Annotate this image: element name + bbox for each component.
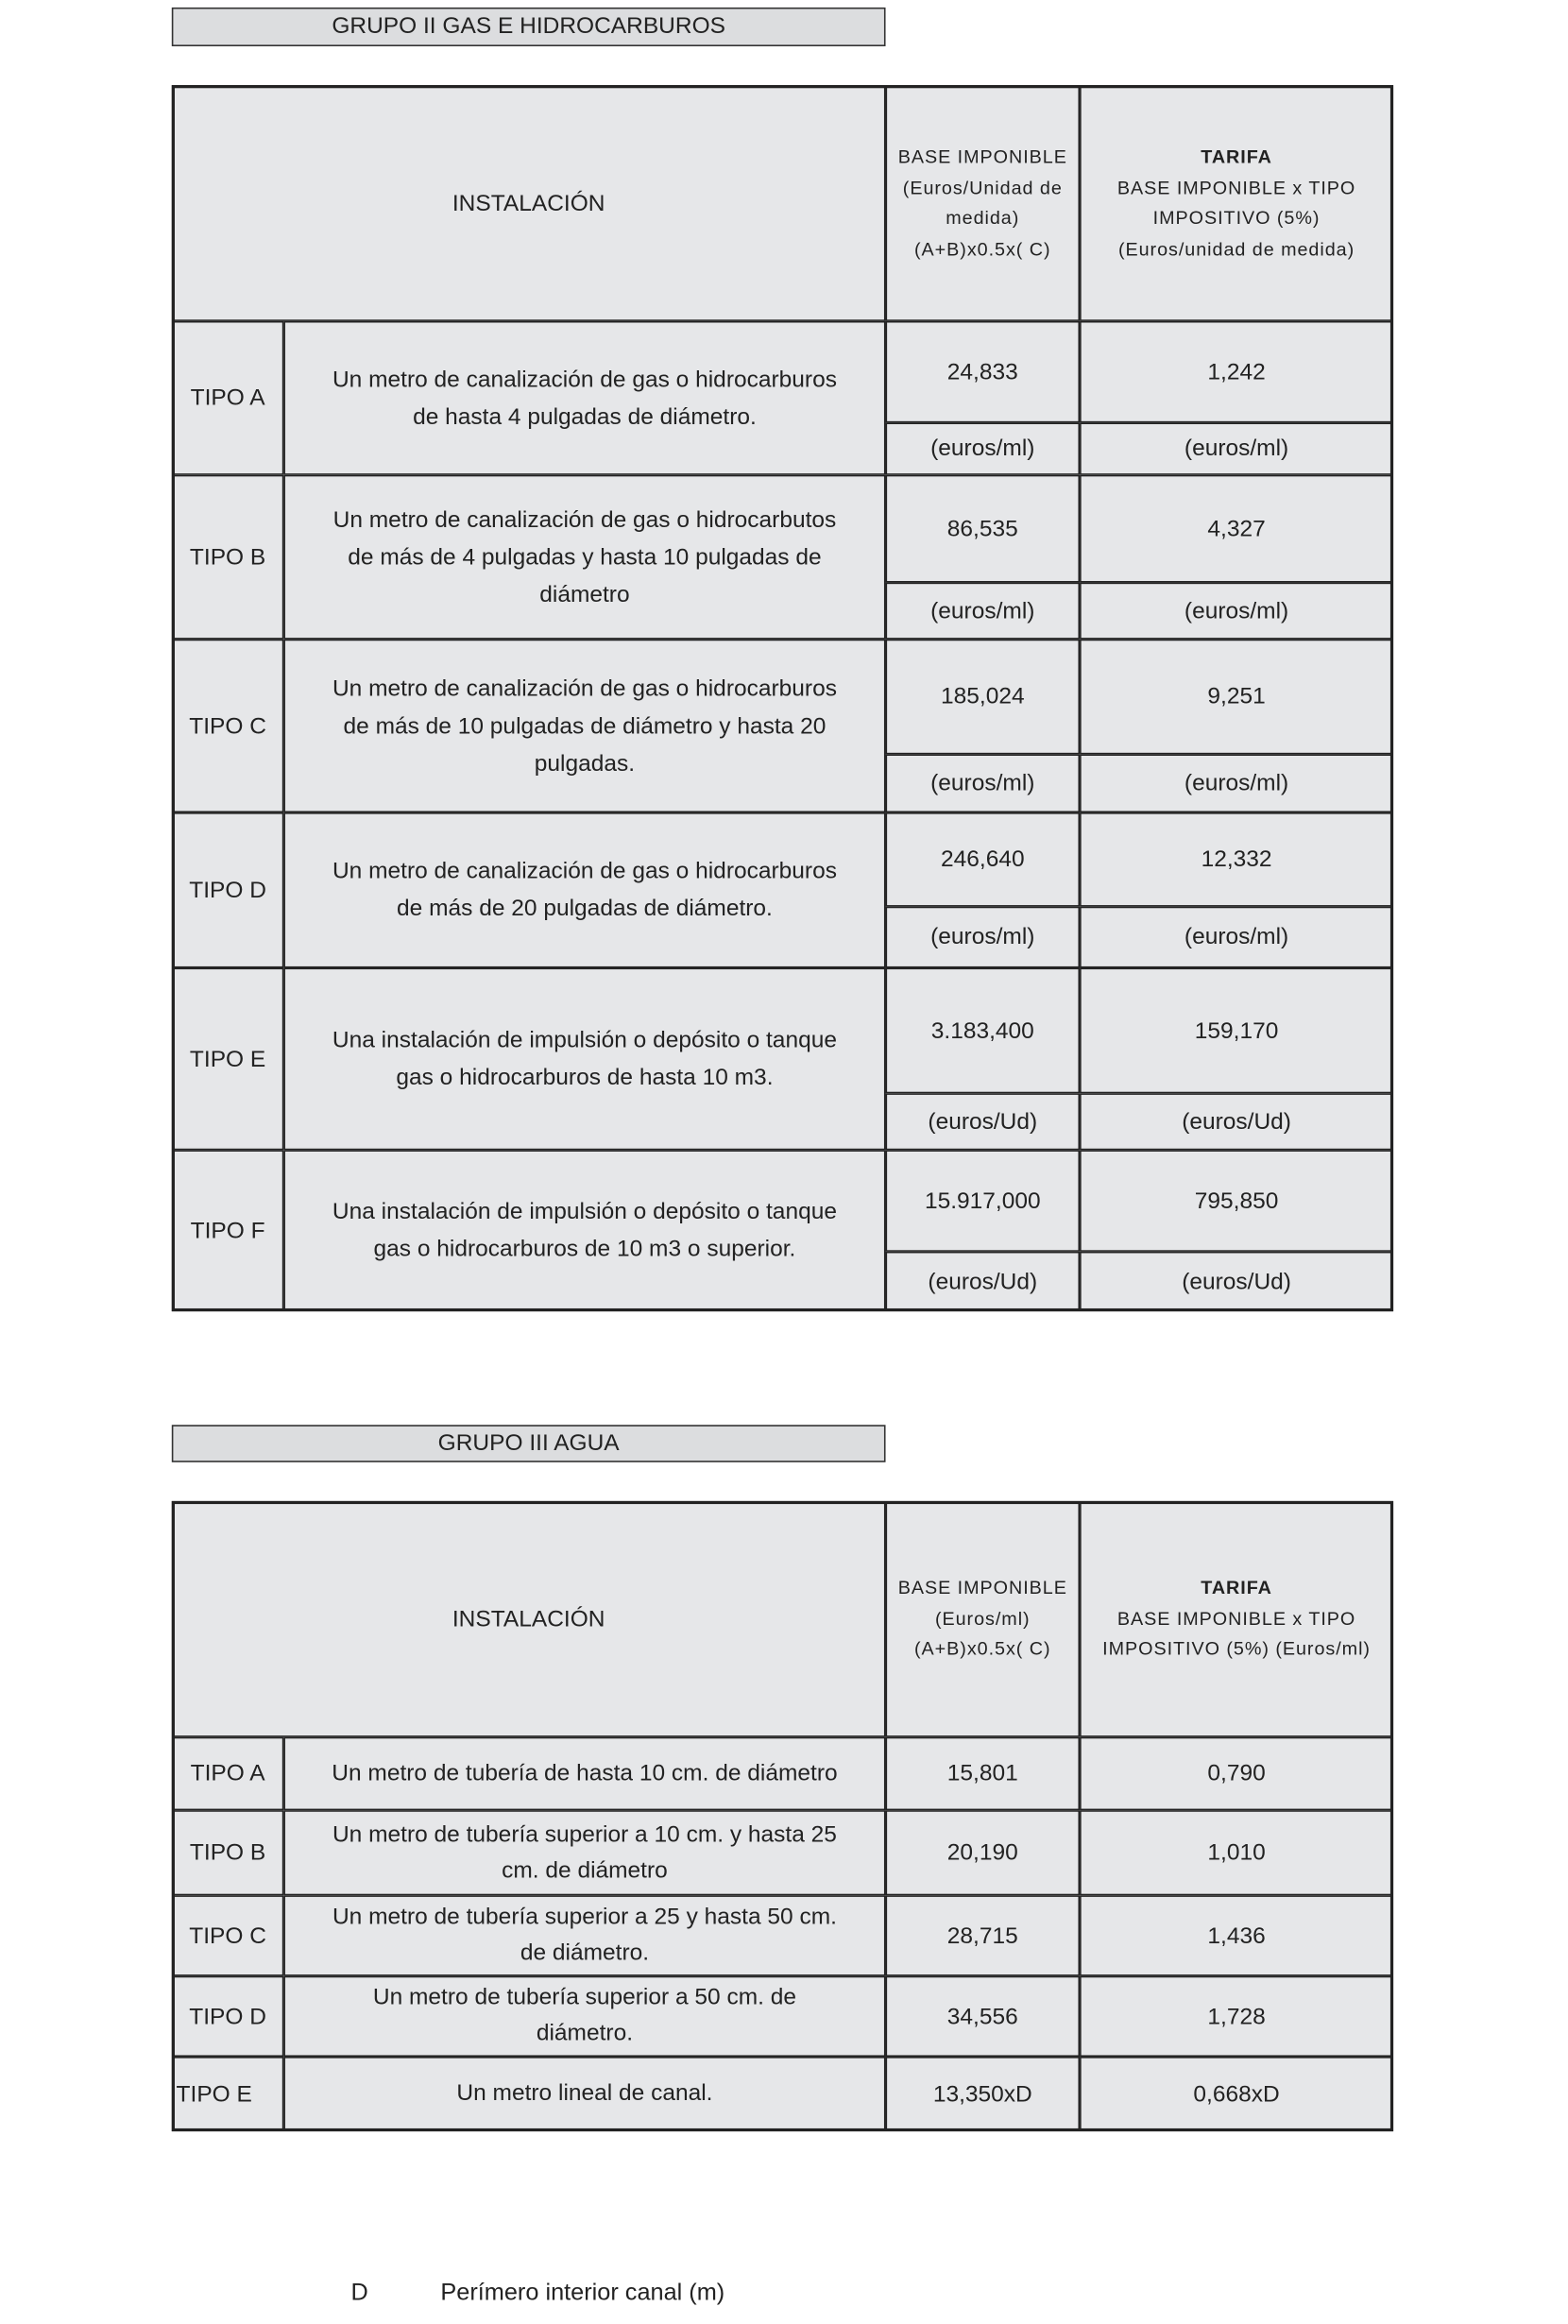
- header-base-imponible: BASE IMPONIBLE (Euros/ml) (A+B)x0.5x( C): [886, 1501, 1081, 1737]
- row-base-value: 86,535: [886, 475, 1081, 583]
- row-tarifa-unit: (euros/ml): [1080, 583, 1393, 640]
- row-tipo: TIPO C: [172, 640, 284, 812]
- row-tarifa-value: 795,850: [1080, 1150, 1393, 1252]
- row-tarifa-unit: (euros/ml): [1080, 422, 1393, 474]
- row-description: Un metro de tubería de hasta 10 cm. de diámetro: [283, 1737, 885, 1810]
- row-base-value: 15,801: [886, 1737, 1081, 1810]
- row-base-value: 28,715: [886, 1895, 1081, 1975]
- row-description: Una instalación de impulsión o depósito o tanque gas o hidrocarburos de hasta 10 m3.: [283, 967, 885, 1150]
- row-tipo: TIPO E: [172, 2057, 284, 2131]
- row-tarifa-value: 0,790: [1080, 1737, 1393, 1810]
- row-description: Un metro de canalización de gas o hidrocarburos de más de 20 pulgadas de diámetro.: [283, 812, 885, 967]
- header-tarifa-detail: BASE IMPONIBLE x TIPO IMPOSITIVO (5%) (Euros/unidad de medida): [1116, 177, 1356, 260]
- row-description: Un metro de canalización de gas o hidrocarbutos de más de 4 pulgadas y hasta 10 pulgadas de diámetro: [283, 475, 885, 640]
- row-base-value: 15.917,000: [886, 1150, 1081, 1252]
- header-tarifa: [1080, 85, 1393, 321]
- row-base-unit: (euros/Ud): [886, 1093, 1081, 1150]
- row-tipo: TIPO B: [172, 1810, 284, 1895]
- row-tipo: TIPO D: [172, 1976, 284, 2057]
- row-tarifa-unit: (euros/ml): [1080, 754, 1393, 812]
- row-base-value: 34,556: [886, 1976, 1081, 2057]
- group-ii-title: GRUPO II GAS E HIDROCARBUROS: [172, 8, 886, 46]
- row-base-unit: (euros/ml): [886, 754, 1081, 812]
- header-tarifa: [1080, 1501, 1393, 1737]
- group-iii-title: GRUPO III AGUA: [172, 1425, 886, 1462]
- header-tarifa-title: TARIFA: [1201, 145, 1272, 168]
- header-instalacion: INSTALACIÓN: [172, 85, 886, 321]
- header-instalacion: INSTALACIÓN: [172, 1501, 886, 1737]
- row-base-unit: (euros/ml): [886, 907, 1081, 968]
- row-tarifa-value: 1,010: [1080, 1810, 1393, 1895]
- row-base-unit: (euros/Ud): [886, 1252, 1081, 1311]
- header-base-imponible: BASE IMPONIBLE (Euros/Unidad de medida) (A+B)x0.5x( C): [886, 85, 1081, 321]
- header-tarifa-detail: BASE IMPONIBLE x TIPO IMPOSITIVO (5%) (Euros/ml): [1102, 1608, 1371, 1660]
- row-tarifa-value: 0,668xD: [1080, 2057, 1393, 2131]
- row-base-unit: (euros/ml): [886, 422, 1081, 474]
- row-tipo: TIPO B: [172, 475, 284, 640]
- row-description: Un metro de canalización de gas o hidrocarburos de más de 10 pulgadas de diámetro y hasta 20 pulgadas.: [283, 640, 885, 812]
- row-description: Una instalación de impulsión o depósito o tanque gas o hidrocarburos de 10 m3 o superior.: [283, 1150, 885, 1311]
- row-tipo: TIPO D: [172, 812, 284, 967]
- row-tarifa-unit: (euros/Ud): [1080, 1093, 1393, 1150]
- row-base-value: 185,024: [886, 640, 1081, 755]
- row-tarifa-value: 12,332: [1080, 812, 1393, 907]
- row-tipo: TIPO E: [172, 967, 284, 1150]
- footnote-symbol: D: [350, 2281, 368, 2307]
- row-tarifa-value: 1,436: [1080, 1895, 1393, 1975]
- row-tarifa-value: 159,170: [1080, 967, 1393, 1093]
- row-base-unit: (euros/ml): [886, 583, 1081, 640]
- row-tarifa-value: 1,242: [1080, 321, 1393, 423]
- row-base-value: 246,640: [886, 812, 1081, 907]
- row-description: Un metro de tubería superior a 25 y hasta 50 cm. de diámetro.: [283, 1895, 885, 1975]
- row-tarifa-value: 9,251: [1080, 640, 1393, 755]
- row-tarifa-unit: (euros/Ud): [1080, 1252, 1393, 1311]
- row-base-value: 13,350xD: [886, 2057, 1081, 2131]
- row-description: Un metro de tubería superior a 10 cm. y hasta 25 cm. de diámetro: [283, 1810, 885, 1895]
- row-description: Un metro de canalización de gas o hidrocarburos de hasta 4 pulgadas de diámetro.: [283, 321, 885, 475]
- row-tarifa-value: 4,327: [1080, 475, 1393, 583]
- row-tarifa-value: 1,728: [1080, 1976, 1393, 2057]
- row-base-value: 3.183,400: [886, 967, 1081, 1093]
- row-base-value: 20,190: [886, 1810, 1081, 1895]
- row-tipo: TIPO A: [172, 321, 284, 475]
- footnote-text: Perímero interior canal (m): [440, 2281, 725, 2307]
- row-tarifa-unit: (euros/ml): [1080, 907, 1393, 968]
- row-tipo: TIPO C: [172, 1895, 284, 1975]
- row-base-value: 24,833: [886, 321, 1081, 423]
- row-tipo: TIPO F: [172, 1150, 284, 1311]
- row-description: Un metro de tubería superior a 50 cm. de diámetro.: [283, 1976, 885, 2057]
- header-tarifa-title: TARIFA: [1201, 1577, 1272, 1599]
- row-tipo: TIPO A: [172, 1737, 284, 1810]
- row-description: Un metro lineal de canal.: [283, 2057, 885, 2131]
